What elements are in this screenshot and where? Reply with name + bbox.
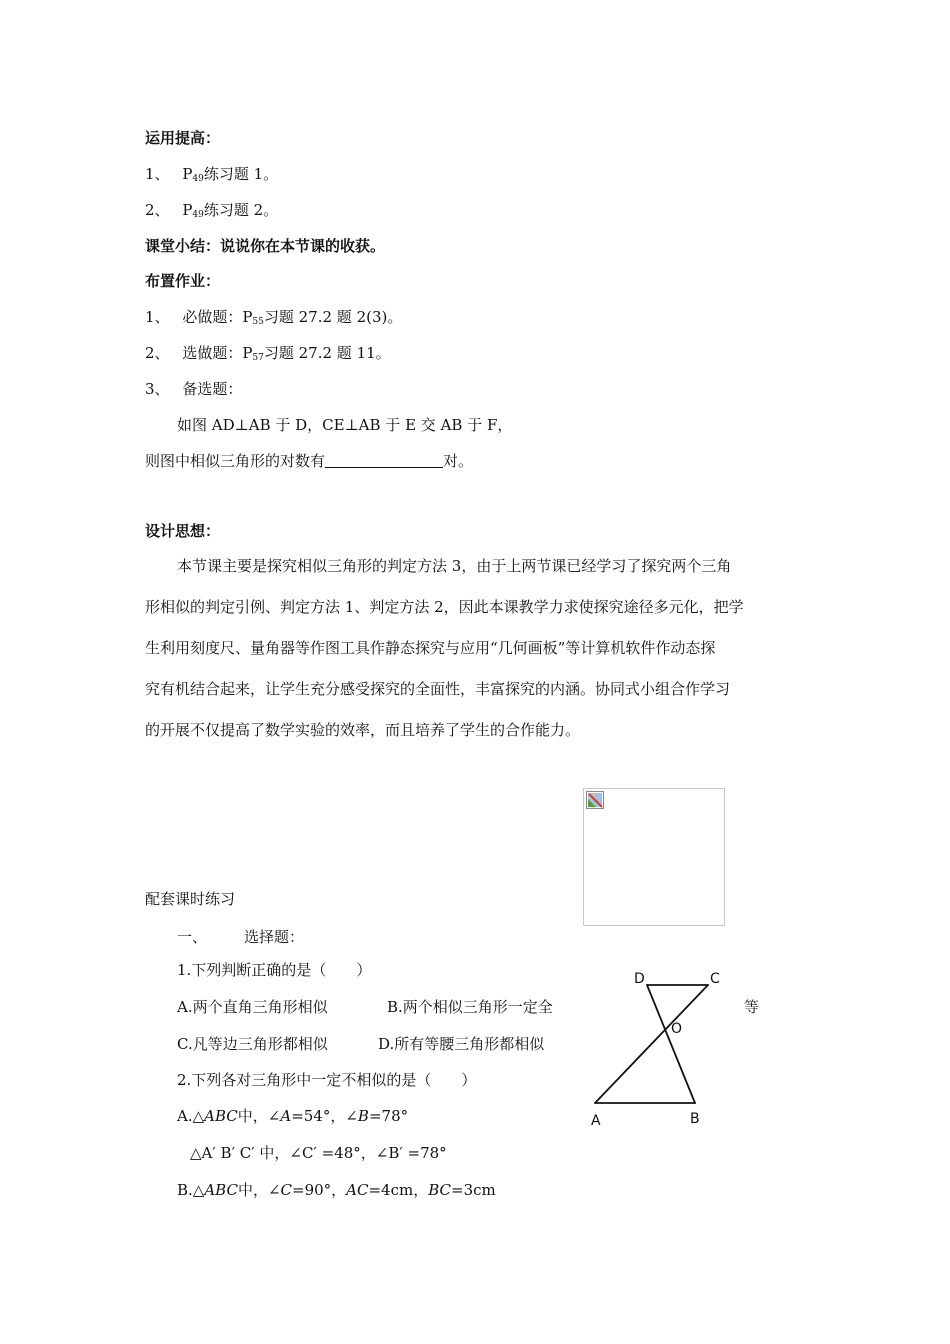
design-line: 本节课主要是探究相似三角形的判定方法 3，由于上两节课已经学习了探究两个三角 (177, 557, 732, 575)
section-heading-design: 设计思想： (145, 522, 221, 540)
item-sub: 49 (192, 210, 204, 220)
segment-bd (647, 985, 695, 1103)
item-num: 3、 (145, 380, 170, 398)
homework-problem-line1: 如图 AD⊥AB 于 D，CE⊥AB 于 E 交 AB 于 F， (177, 416, 513, 434)
part-label: 选择题： (244, 928, 305, 946)
problem-text-end: 对。 (443, 452, 474, 470)
item-sub: 49 (192, 174, 204, 184)
item-pre: P (182, 201, 193, 219)
section-heading-homework: 布置作业： (145, 272, 221, 290)
text: =3cm (451, 1181, 496, 1199)
q1-option-d: D.所有等腰三角形都相似 (378, 1035, 545, 1053)
q2-option-b (177, 1180, 496, 1200)
label-o: O (671, 1021, 683, 1037)
design-line: 形相似的判定引例、判定方法 1、判定方法 2，因此本课教学力求使探究途径多元化，把学 (145, 598, 744, 616)
apply-item-1 (145, 164, 278, 189)
item-pre: 选做题：P (182, 344, 253, 362)
q1-option-b: B.两个相似三角形一定全 (387, 998, 553, 1016)
homework-item-1 (145, 307, 402, 332)
exercise-title: 配套课时练习 (145, 890, 236, 908)
var: ABC (204, 1181, 238, 1199)
image-placeholder (583, 788, 725, 926)
broken-image-icon (586, 791, 604, 809)
q1-option-b-tail: 等 (744, 998, 760, 1016)
item-pre: P (182, 165, 193, 183)
text: A.△ (177, 1107, 205, 1125)
text: 中，∠ (237, 1107, 281, 1125)
item-sub: 55 (252, 317, 264, 327)
section-heading-apply: 运用提高： (145, 129, 221, 147)
design-line: 究有机结合起来，让学生充分感受探究的全面性，丰富探究的内涵。协同式小组合作学习 (145, 680, 731, 698)
item-pre: 必做题：P (182, 308, 253, 326)
text: B.△ (177, 1181, 205, 1199)
item-post: 练习题 2。 (203, 201, 279, 219)
homework-item-2 (145, 343, 391, 368)
var: B (357, 1107, 369, 1125)
var: BC (428, 1181, 452, 1199)
text: =54°，∠ (291, 1107, 358, 1125)
item-pre: 备选题： (182, 380, 243, 398)
label-b: B (690, 1111, 700, 1127)
q1-option-a: A.两个直角三角形相似 (177, 998, 328, 1016)
geometry-figure (585, 965, 720, 1130)
q1-stem: 1.下列判断正确的是（ ） (177, 961, 372, 979)
label-a: A (591, 1113, 601, 1129)
text: =4cm， (368, 1181, 429, 1199)
item-post: 习题 27.2 题 11。 (263, 344, 391, 362)
item-post: 习题 27.2 题 2(3)。 (263, 308, 403, 326)
item-num: 1、 (145, 308, 170, 326)
item-num: 2、 (145, 344, 170, 362)
item-sub: 57 (252, 353, 264, 363)
text: =78° (368, 1107, 409, 1125)
q1-option-c: C.凡等边三角形都相似 (177, 1035, 328, 1053)
var: ABC (204, 1107, 238, 1125)
apply-item-2 (145, 200, 278, 225)
answer-blank[interactable] (325, 453, 443, 468)
label-c: C (710, 971, 720, 987)
problem-text: 则图中相似三角形的对数有 (145, 452, 326, 470)
design-line: 的开展不仅提高了数学实验的效率，而且培养了学生的合作能力。 (145, 721, 581, 739)
design-line: 生利用刻度尺、量角器等作图工具作静态探究与应用“几何画板”等计算机软件作动态探 (145, 639, 716, 657)
label-d: D (634, 971, 645, 987)
q2-option-a (177, 1106, 408, 1126)
text: 中，∠ (237, 1181, 281, 1199)
homework-problem-line2 (145, 451, 473, 471)
item-num: 1、 (145, 165, 170, 183)
part-num: 一、 (177, 928, 208, 946)
class-summary: 课堂小结：说说你在本节课的收获。 (145, 237, 386, 255)
q2-stem: 2.下列各对三角形中一定不相似的是（ ） (177, 1071, 477, 1089)
var: C (280, 1181, 293, 1199)
var: AC (346, 1181, 369, 1199)
var: A (280, 1107, 292, 1125)
text: =90°， (292, 1181, 347, 1199)
item-post: 练习题 1。 (203, 165, 279, 183)
q2-option-a-line2: △A′ B′ C′ 中，∠C′ =48°，∠B′ =78° (190, 1144, 447, 1162)
segment-ca (595, 985, 708, 1103)
item-num: 2、 (145, 201, 170, 219)
homework-item-3 (145, 379, 242, 399)
